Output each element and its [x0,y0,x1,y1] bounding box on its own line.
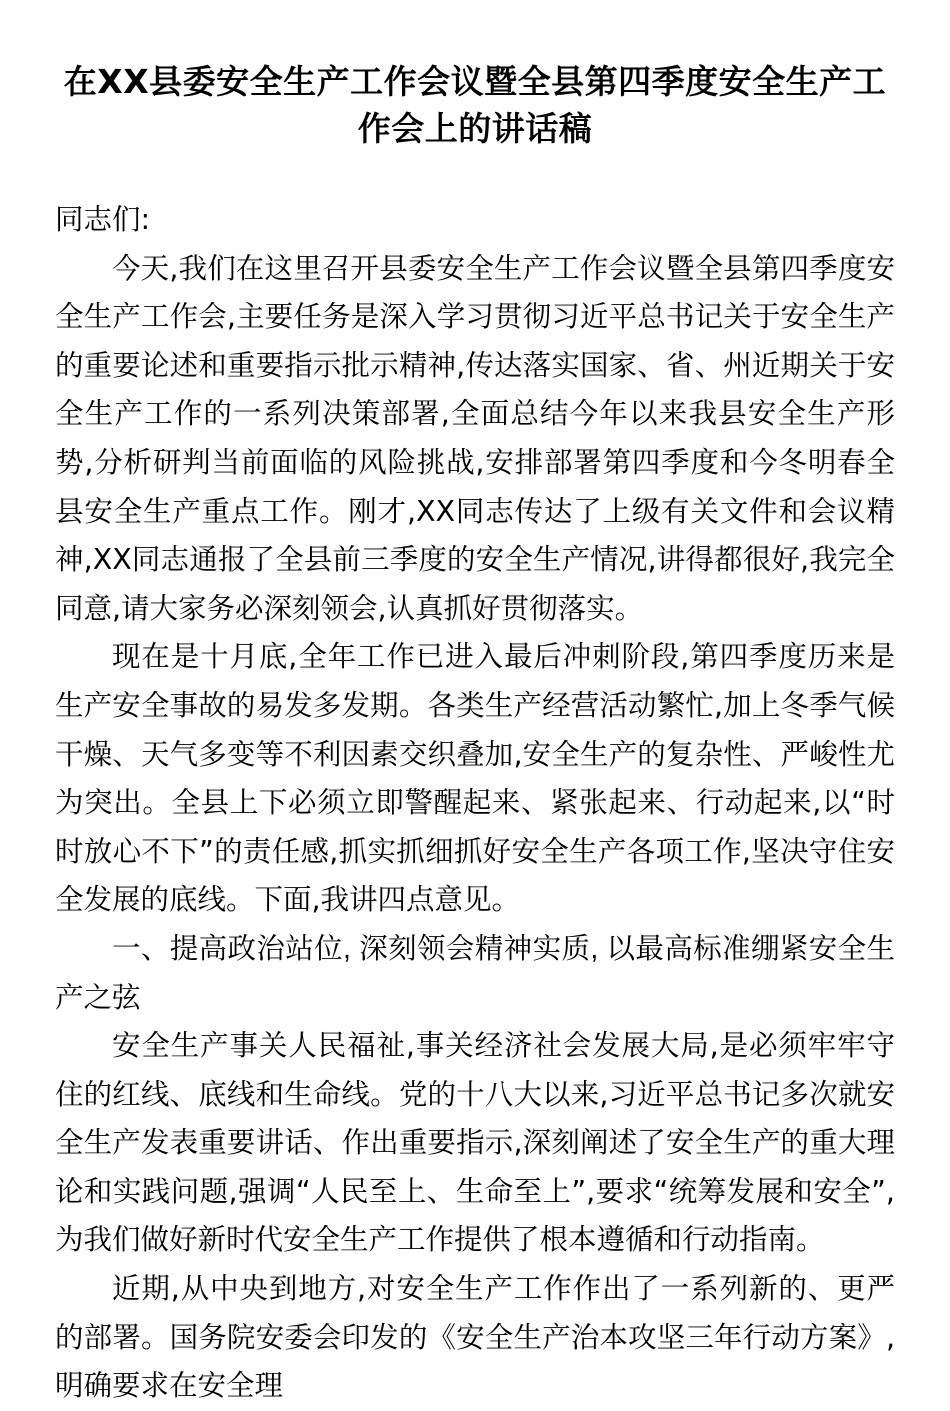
paragraph-3: 安全生产事关人民福祉,事关经济社会发展大局,是必须牢牢守住的红线、底线和生命线。党的十八大以来,习近平总书记多次就安全生产发表重要讲话、作出重要指示,深刻阐述了安全生产的重大理论和实践问题,强调“人民至上、生命至上”,要求“统筹发展和安全”,为我们做好新时代安全生产工作提供了根本遵循和行动指南。 [55,1029,895,1257]
paragraph-2: 现在是十月底,全年工作已进入最后冲刺阶段,第四季度历来是生产安全事故的易发多发期。各类生产经营活动繁忙,加上冬季气候干燥、天气多变等不利因素交织叠加,安全生产的复杂性、严峻性尤为突出。全县上下必须立即警醒起来、紧张起来、行动起来,以“时时放心不下”的责任感,抓实抓细抓好安全生产各项工作,坚决守住安全发展的底线。下面,我讲四点意见。 [55,640,895,917]
document-title: 在XX县委安全生产工作会议暨全县第四季度安全生产工作会上的讲话稿 [63,62,887,148]
section-heading-1: 一、提高政治站位, 深刻领会精神实质, 以最高标准绷紧安全生产之弦 [55,932,895,1014]
salutation-line: 同志们: [55,203,151,236]
paragraph-1: 今天,我们在这里召开县委安全生产工作会议暨全县第四季度安全生产工作会,主要任务是深入学习贯彻习近平总书记关于安全生产的重要论述和重要指示批示精神,传达落实国家、省、州近期关于安全生产工作的一系列决策部署,全面总结今年以来我县安全生产形势,分析研判当前面临的风险挑战,安排部署第四季度和今冬明春全县安全生产重点工作。刚才,XX同志传达了上级有关文件和会议精神,XX同志通报了全县前三季度的安全生产情况,讲得都很好,我完全同意,请大家务必深刻领会,认真抓好贯彻落实。 [55,251,895,625]
paragraph-4: 近期,从中央到地方,对安全生产工作作出了一系列新的、更严的部署。国务院安委会印发的《安全生产治本攻坚三年行动方案》,明确要求在安全理 [55,1272,895,1403]
document-body [0,196,950,1411]
